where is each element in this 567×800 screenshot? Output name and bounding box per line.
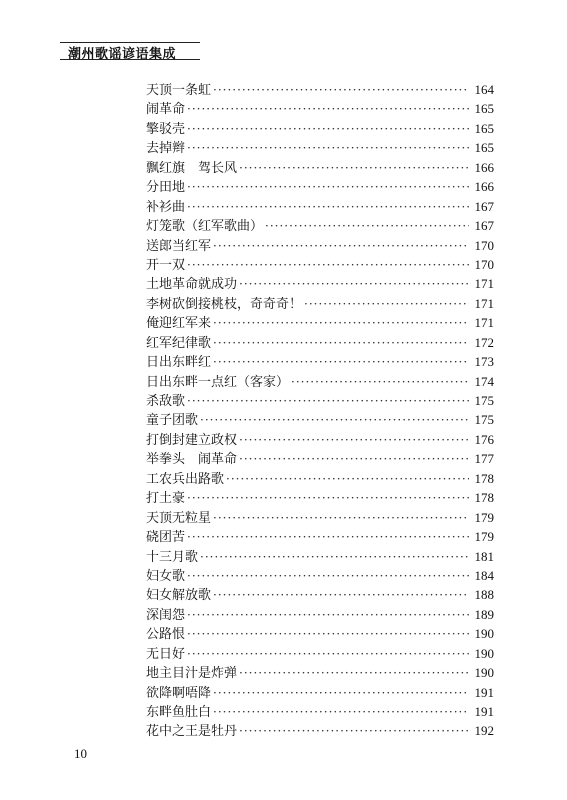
toc-entry-page: 188: [474, 587, 494, 603]
toc-entry: [146, 702, 494, 721]
toc-entry-page: 190: [474, 626, 494, 642]
toc-entry: [146, 372, 494, 391]
toc-entry: [146, 430, 494, 449]
dot-leader: [226, 470, 469, 489]
toc-entry: [146, 410, 494, 429]
toc-entry-page: 166: [474, 159, 494, 175]
toc-entry: [146, 469, 494, 488]
dot-leader: [200, 411, 469, 430]
toc-entry: [146, 547, 494, 566]
toc-entry-page: 191: [474, 684, 494, 700]
toc-entry-page: 191: [474, 704, 494, 719]
toc-entry-page: 174: [474, 373, 494, 389]
dot-leader: [187, 606, 469, 625]
toc-entry-page: 175: [474, 393, 494, 408]
dot-leader: [239, 450, 469, 469]
toc-entry-page: 190: [474, 665, 494, 681]
toc-entry-title: 打倒封建立政权: [146, 432, 238, 448]
toc-entry: [146, 80, 494, 99]
dot-leader: [213, 314, 469, 333]
toc-entry: [146, 177, 494, 196]
toc-entry-title: 分田地: [146, 180, 186, 196]
dot-leader: [213, 684, 469, 703]
toc-entry-title: 花中之王是牡丹: [146, 724, 238, 740]
dot-leader: [239, 722, 469, 741]
dot-leader: [239, 159, 469, 178]
toc-entry-title: 举拳头 闹革命: [146, 452, 238, 468]
toc-entry-page: 181: [474, 548, 494, 564]
dot-leader: [187, 645, 469, 664]
header-rule-bottom: [60, 59, 200, 60]
toc-entry-title: 硗团苦: [146, 530, 186, 546]
toc-entry: [146, 391, 494, 410]
toc-entry-title: 闹革命: [146, 102, 186, 118]
dot-leader: [239, 431, 469, 450]
dot-leader: [187, 256, 469, 275]
toc-entry-title: 日出东畔红: [146, 355, 212, 371]
dot-leader: [187, 567, 469, 586]
toc-entry-title: 天顶一条虹: [146, 83, 212, 98]
book-title: 潮州歌谣谚语集成: [68, 47, 177, 62]
toc-entry-page: 165: [474, 140, 494, 156]
toc-entry: [146, 624, 494, 643]
toc-entry-title: 童子团歌: [146, 413, 199, 429]
table-of-contents: [146, 80, 494, 741]
dot-leader: [187, 392, 469, 411]
toc-entry: [146, 527, 494, 546]
toc-entry-page: 173: [474, 354, 494, 370]
dot-leader: [187, 489, 469, 508]
toc-entry-page: 165: [474, 120, 494, 136]
toc-entry-page: 178: [474, 470, 494, 486]
toc-entry: [146, 644, 494, 663]
toc-entry-title: 公路恨: [146, 627, 186, 643]
toc-entry: [146, 508, 494, 527]
toc-entry: [146, 197, 494, 216]
dot-leader: [239, 275, 469, 294]
toc-entry-title: 俺迎红军来: [146, 316, 212, 332]
toc-entry: [146, 488, 494, 507]
dot-leader: [187, 100, 469, 119]
toc-entry-page: 177: [474, 451, 494, 467]
toc-entry: [146, 566, 494, 585]
toc-entry-page: 179: [474, 509, 494, 525]
toc-entry-title: 日出东畔一点红（客家）: [146, 374, 290, 390]
toc-entry-title: 东畔鱼肚白: [146, 705, 212, 720]
toc-entry: [146, 216, 494, 235]
toc-entry: [146, 294, 494, 313]
toc-entry-title: 工农兵出路歌: [146, 471, 225, 487]
dot-leader: [304, 295, 469, 314]
toc-entry-page: 166: [474, 179, 494, 195]
toc-entry-page: 176: [474, 431, 494, 447]
page-number: 10: [74, 746, 87, 761]
toc-entry-page: 175: [474, 412, 494, 428]
toc-entry-title: 补衫曲: [146, 199, 186, 215]
dot-leader: [239, 664, 469, 683]
toc-entry: [146, 99, 494, 118]
toc-entry-title: 妇女歌: [146, 568, 186, 584]
toc-entry: [146, 138, 494, 157]
toc-entry-title: 打土豪: [146, 491, 186, 507]
toc-entry-page: 172: [474, 334, 494, 350]
toc-entry: [146, 663, 494, 682]
dot-leader: [265, 217, 469, 236]
toc-entry-title: 天顶无粒星: [146, 510, 212, 526]
dot-leader: [213, 237, 469, 256]
toc-entry-page: 179: [474, 529, 494, 545]
dot-leader: [187, 528, 469, 547]
toc-entry: [146, 333, 494, 352]
toc-entry-page: 189: [474, 606, 494, 622]
dot-leader: [213, 703, 469, 722]
toc-entry-title: 去掉辫: [146, 141, 186, 157]
toc-entry-page: 184: [474, 567, 494, 583]
dot-leader: [291, 373, 469, 392]
dot-leader: [213, 334, 469, 353]
running-header: [60, 38, 200, 64]
dot-leader: [187, 198, 469, 217]
toc-entry-title: 红军纪律歌: [146, 335, 212, 351]
toc-entry-title: 飘红旗 驾长风: [146, 160, 238, 176]
toc-entry-title: 送郎当红军: [146, 238, 212, 254]
toc-entry-page: 170: [474, 237, 494, 253]
toc-entry: [146, 313, 494, 332]
toc-entry: [146, 274, 494, 293]
toc-entry-page: 165: [474, 101, 494, 117]
toc-entry: [146, 255, 494, 274]
toc-entry-page: 178: [474, 490, 494, 506]
toc-entry-page: 171: [474, 295, 494, 311]
toc-entry: [146, 605, 494, 624]
toc-entry-page: 170: [474, 256, 494, 272]
toc-entry: [146, 683, 494, 702]
dot-leader: [213, 586, 469, 605]
dot-leader: [187, 139, 469, 158]
toc-entry-title: 欲降啊唔降: [146, 685, 212, 701]
toc-entry-title: 十三月歌: [146, 549, 199, 565]
toc-entry: [146, 585, 494, 604]
dot-leader: [187, 120, 469, 139]
dot-leader: [187, 178, 469, 197]
dot-leader: [187, 625, 469, 644]
toc-entry-title: 灯笼歌（红军歌曲）: [146, 219, 264, 235]
toc-entry-title: 开一双: [146, 257, 186, 273]
toc-entry: [146, 158, 494, 177]
toc-entry: [146, 721, 494, 740]
toc-entry-title: 无日好: [146, 646, 186, 662]
toc-entry: [146, 119, 494, 138]
toc-entry-page: 167: [474, 198, 494, 214]
toc-entry-page: 171: [474, 276, 494, 292]
toc-entry-title: 深闺怨: [146, 607, 186, 623]
toc-entry-title: 地主目汁是炸弹: [146, 666, 238, 682]
toc-entry-page: 171: [474, 315, 494, 331]
toc-entry-title: 土地革命就成功: [146, 277, 238, 293]
toc-entry-page: 190: [474, 645, 494, 661]
toc-entry-page: 164: [474, 82, 494, 97]
dot-leader: [213, 81, 469, 100]
toc-entry: [146, 352, 494, 371]
toc-entry-title: 妇女解放歌: [146, 588, 212, 604]
toc-entry: [146, 236, 494, 255]
toc-entry-page: 167: [474, 218, 494, 234]
dot-leader: [200, 548, 469, 567]
dot-leader: [213, 353, 469, 372]
toc-entry: [146, 449, 494, 468]
toc-entry-title: 李树砍倒接桃枝，奇奇奇！: [146, 296, 303, 312]
toc-entry-page: 192: [474, 723, 494, 739]
dot-leader: [213, 509, 469, 528]
toc-entry-title: 擎驳壳: [146, 121, 186, 137]
toc-entry-title: 杀敌歌: [146, 394, 186, 409]
